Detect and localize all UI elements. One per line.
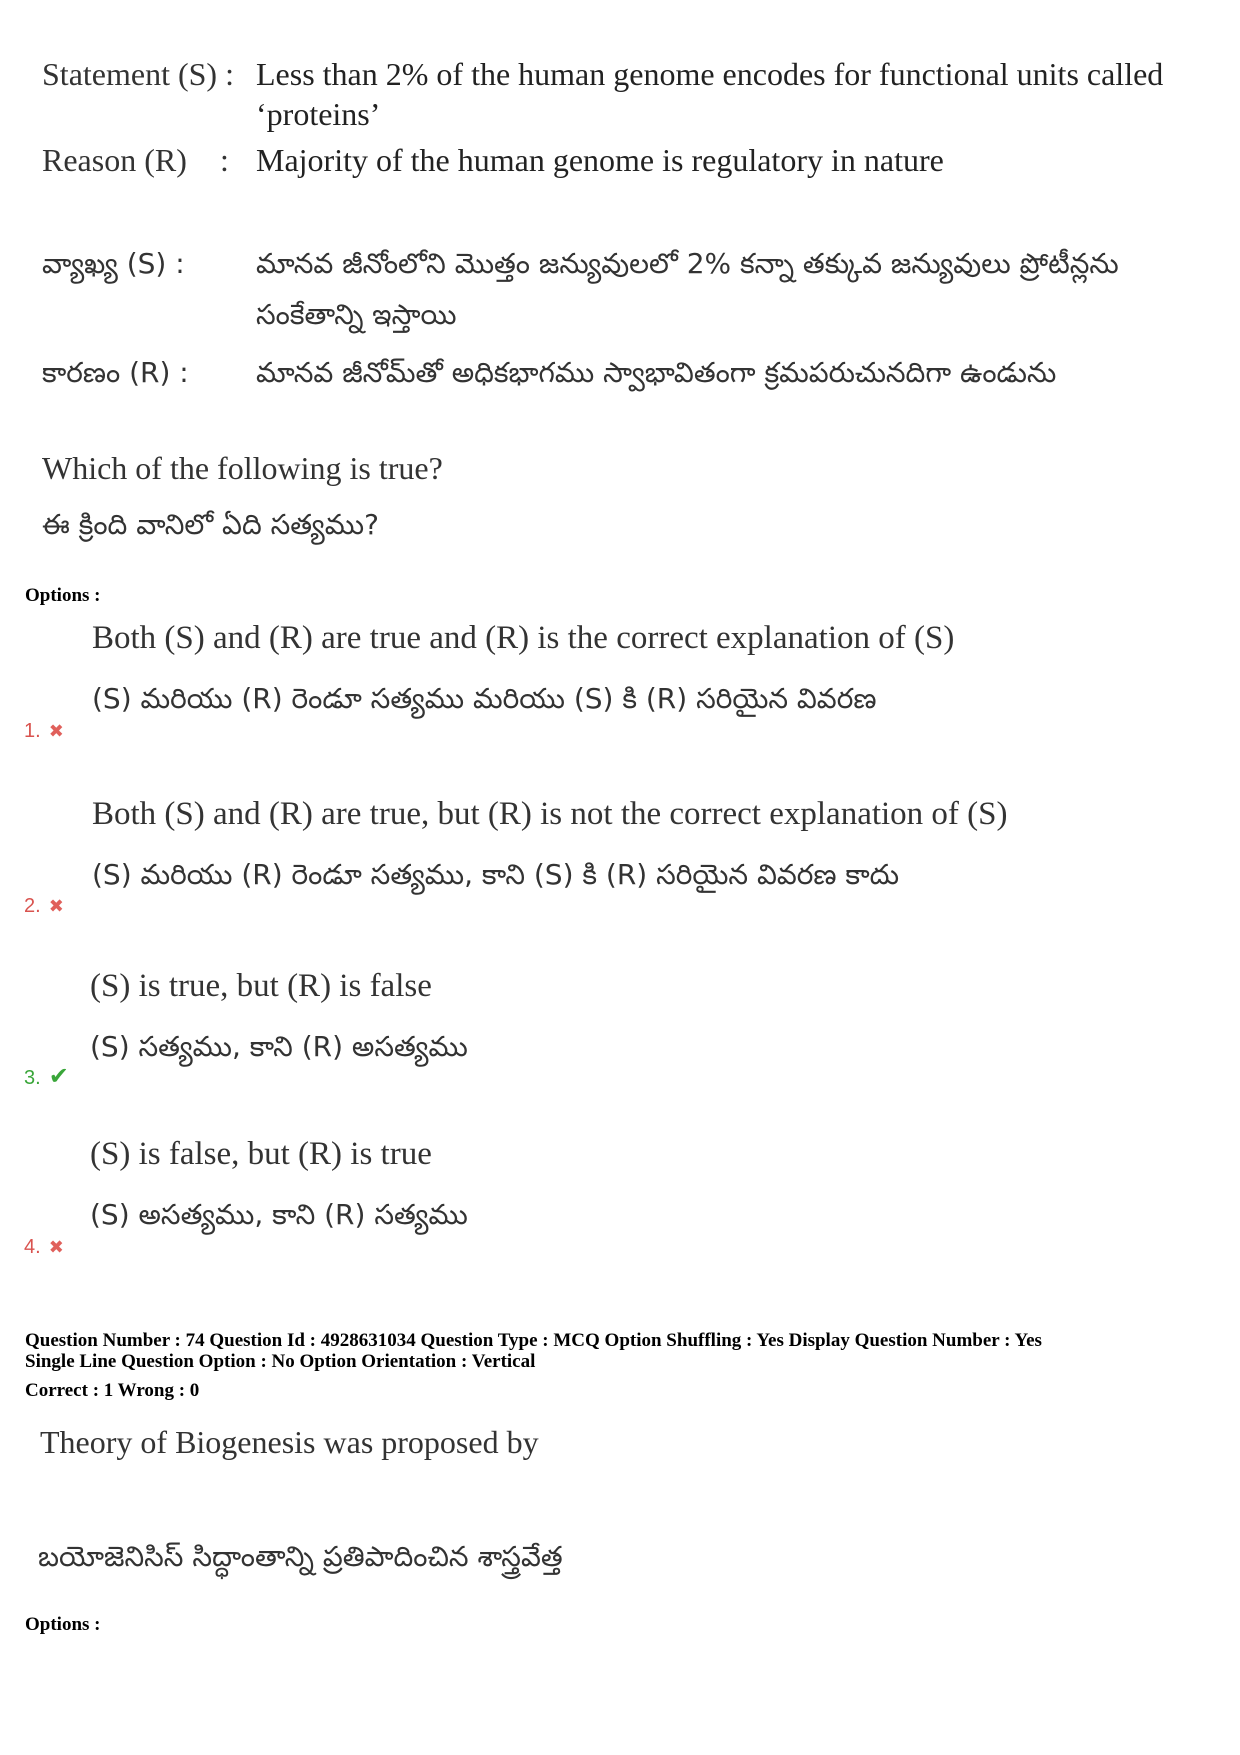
next-options-label: Options : — [25, 1614, 101, 1635]
option-1-number: 1. — [24, 720, 41, 742]
next-question-english: Theory of Biogenesis was proposed by — [40, 1424, 539, 1460]
option-2-telugu: (S) మరియు (R) రెండూ సత్యము, కాని (S) కి (R) సరియైన వివరణ కాదు — [92, 858, 900, 891]
cross-icon: ✖ — [48, 896, 64, 917]
options-label: Options : — [25, 585, 101, 606]
option-1-marker — [24, 720, 64, 743]
option-3-marker — [24, 1062, 69, 1090]
question-meta-line1: Question Number : 74 Question Id : 4928631034 Question Type : MCQ Option Shuffling : Yes Display Question Number : Yes — [25, 1330, 1042, 1351]
cross-icon: ✖ — [48, 1237, 64, 1258]
reason-label-telugu: కారణం (R) : — [42, 356, 189, 389]
statement-text-line1: Less than 2% of the human genome encodes for functional units called — [256, 56, 1164, 92]
question-meta-line2: Single Line Question Option : No Option Orientation : Vertical — [25, 1351, 536, 1372]
statement-text-telugu-line2: సంకేతాన్ని ఇస్తాయి — [256, 298, 457, 331]
reason-label: Reason (R) — [42, 142, 187, 178]
option-2-marker — [24, 895, 64, 918]
question-english: Which of the following is true? — [42, 450, 443, 486]
option-2-english: Both (S) and (R) are true, but (R) is not the correct explanation of (S) — [92, 796, 1008, 832]
reason-text: Majority of the human genome is regulatory in nature — [256, 142, 944, 178]
option-3-english: (S) is true, but (R) is false — [90, 968, 432, 1004]
check-icon: ✔ — [48, 1062, 69, 1090]
option-4-number: 4. — [24, 1236, 41, 1258]
option-4-english: (S) is false, but (R) is true — [90, 1136, 432, 1172]
option-4-telugu: (S) అసత్యము, కాని (R) సత్యము — [90, 1198, 468, 1231]
cross-icon: ✖ — [48, 721, 64, 742]
statement-label-telugu: వ్యాఖ్య (S) : — [42, 247, 185, 280]
statement-text-line2: ‘proteins’ — [256, 96, 381, 132]
option-3-telugu: (S) సత్యము, కాని (R) అసత్యము — [90, 1030, 468, 1063]
option-2-number: 2. — [24, 895, 41, 917]
option-4-marker — [24, 1236, 64, 1259]
question-meta-line3: Correct : 1 Wrong : 0 — [25, 1380, 200, 1401]
statement-label: Statement (S) : — [42, 56, 234, 92]
next-question-telugu: బయోజెనిసిస్ సిద్ధాంతాన్ని ప్రతిపాదించిన శాస్త్రవేత్త — [38, 1540, 563, 1573]
option-1-telugu: (S) మరియు (R) రెండూ సత్యము మరియు (S) కి (R) సరియైన వివరణ — [92, 682, 877, 715]
reason-separator: : — [220, 142, 229, 178]
reason-text-telugu: మానవ జీనోమ్‌తో అధికభాగము స్వాభావితంగా క్రమపరుచునదిగా ఉండును — [256, 356, 1057, 389]
option-1-english: Both (S) and (R) are true and (R) is the correct explanation of (S) — [92, 620, 955, 656]
option-3-number: 3. — [24, 1067, 41, 1089]
question-telugu: ఈ క్రింది వానిలో ఏది సత్యము? — [42, 508, 379, 541]
statement-text-telugu-line1: మానవ జీనోంలోని మొత్తం జన్యువులలో 2% కన్నా తక్కువ జన్యువులు ప్రోటీన్లను — [256, 247, 1119, 280]
